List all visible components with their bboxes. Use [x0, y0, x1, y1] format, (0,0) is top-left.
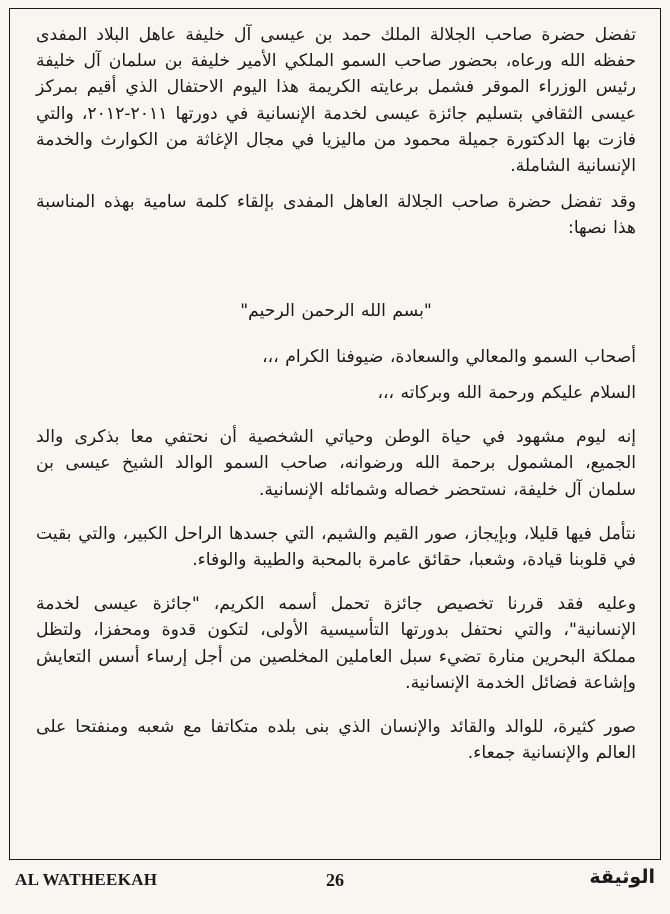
salutation: أصحاب السمو والمعالي والسعادة، ضيوفنا الكرام ،،،: [262, 346, 636, 367]
speech-paragraph: صور كثيرة، للوالد والقائد والإنسان الذي بنى بلده متكاتفا مع شعبه ومنفتحا على العالم والإنسانية جمعاء.: [36, 717, 636, 764]
intro-paragraph: تفضل حضرة صاحب الجلالة الملك حمد بن عيسى آل خليفة عاهل البلاد المفدى حفظه الله ورعاه، بحضور صاحب السمو الملكي الأمير خليفة بن سلمان آل خليفة رئيس الوزراء الموقر فشمل برعايته الكريمة هذا اليوم الاحتفال الذي أقيم بمركز عيسى الثقافي بتسليم جائزة عيسى لخدمة الإنسانية في دورتها ٢٠١١-٢٠١٢، والتي فازت بها الدكتورة جميلة محمود من ماليزيا في مجال الإغاثة من الكوارث والخدمة الإنسانية الشاملة.: [36, 25, 636, 177]
speech-paragraph: وعليه فقد قررنا تخصيص جائزة تحمل أسمه الكريم، "جائزة عيسى لخدمة الإنسانية"، والتي نحتفل بدورتها التأسيسية الأولى، لتكون قدوة ومحفزا، ولتظل مملكة البحرين منارة تضيء سبل العاملين المخلصين من أجل إرساء أسس التعايش وإشاعة فضائل الخدمة الإنسانية.: [36, 594, 636, 693]
speech-paragraph: نتأمل فيها قليلا، وبإيجاز، صور القيم والشيم، التي جسدها الراحل الكبير، والتي بقيت في قلوبنا قيادة، وشعبا، حقائق عامرة بالمحبة والطيبة والوفاء.: [36, 523, 636, 571]
speech-paragraph: إنه ليوم مشهود في حياة الوطن وحياتي الشخصية أن نحتفي معا بذكرى والد الجميع، المشمول برحمة الله ورضوانه، صاحب السمو الوالد الشيخ عيسى بن سلمان آل خليفة، نستحضر خصاله وشمائله الإنسانية.: [36, 427, 636, 500]
magazine-name-arabic: الوثيقة: [589, 866, 655, 888]
page-number: 26: [326, 870, 344, 890]
speech-intro-paragraph: وقد تفضل حضرة صاحب الجلالة العاهل المفدى بإلقاء كلمة سامية بهذه المناسبة هذا نصها:: [36, 192, 636, 239]
page-footer: [9, 866, 661, 898]
article-body: [36, 22, 636, 766]
magazine-name-latin: AL WATHEEKAH: [15, 870, 158, 889]
greeting: السلام عليكم ورحمة الله وبركاته ،،،: [377, 383, 636, 404]
basmala: "بسم الله الرحمن الرحيم": [240, 300, 432, 321]
